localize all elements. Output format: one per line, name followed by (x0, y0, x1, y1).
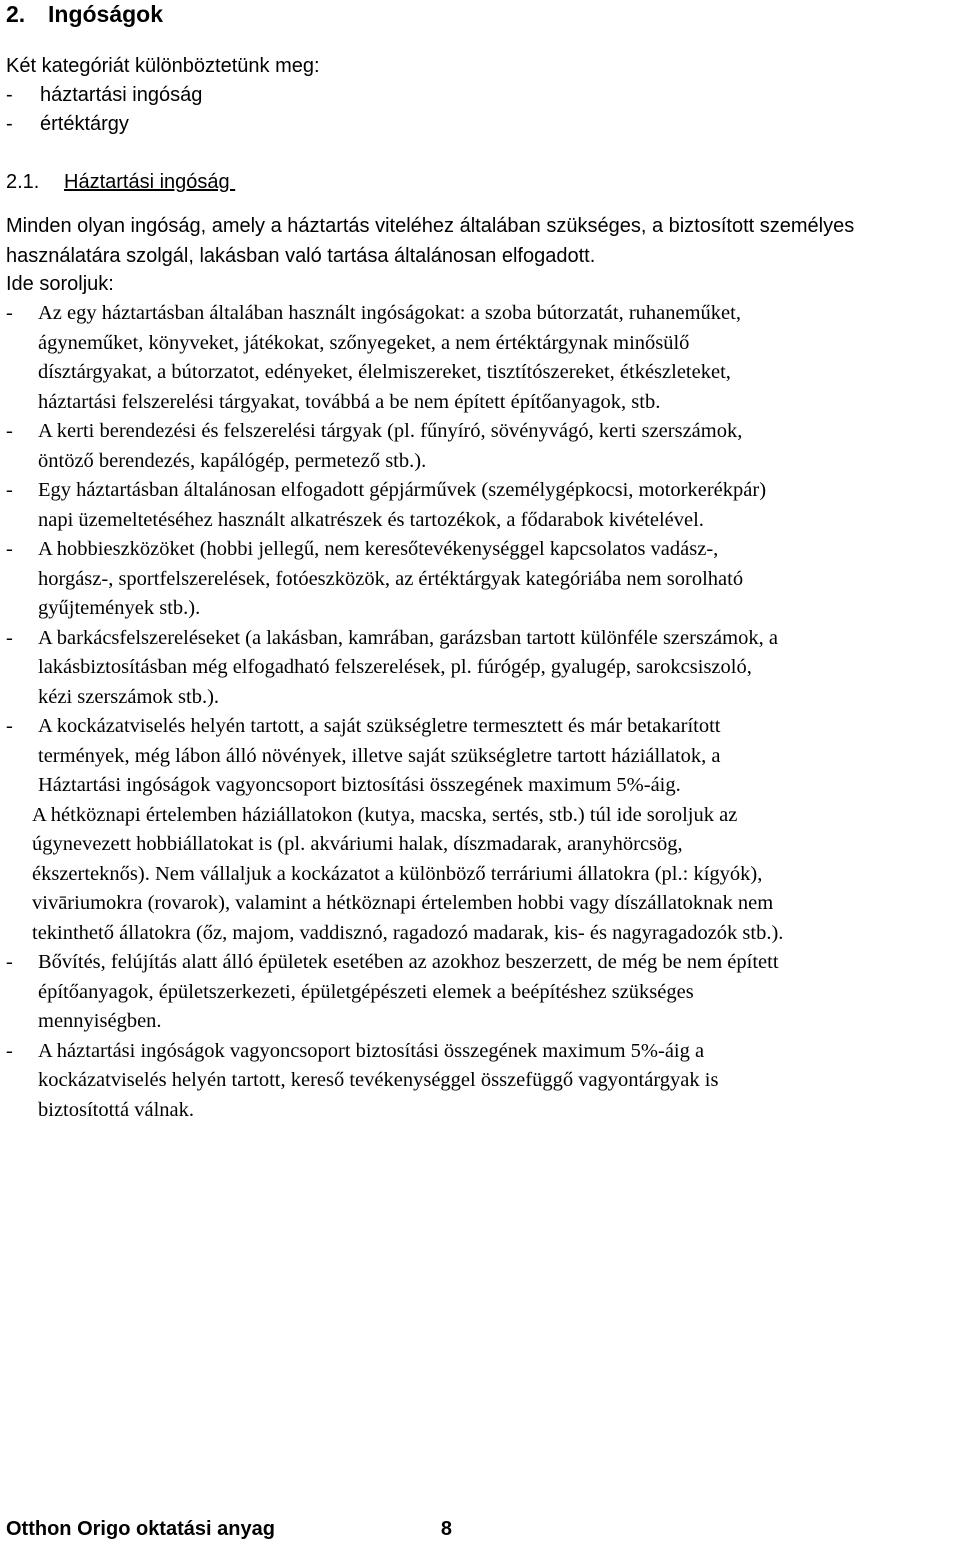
list-item-text (38, 624, 956, 713)
category-dash: - (6, 113, 13, 135)
list-item (6, 948, 956, 1037)
definition-line: használatára szolgál, lakásban való tartása általánosan elfogadott. (6, 245, 596, 267)
list-item-line: dísztárgyakat, a bútorzatot, edényeket, élelmiszereket, tisztítószereket, étkészleteket, (38, 361, 731, 383)
list-item-line: kézi szerszámok stb.). (38, 685, 220, 708)
category-label: értéktárgy (40, 113, 129, 135)
list-item-line: A háztartási ingóságok vagyoncsoport biztosítási összegének maximum 5%-áig a (38, 1039, 705, 1062)
section-heading-title: Ingóságok (48, 1, 164, 27)
categories-intro (6, 52, 320, 139)
list-item-line: Bővítés, felújítás alatt álló épületek esetében az azokhoz beszerzett, de még be nem épített (38, 951, 779, 973)
subsection-heading (6, 168, 235, 197)
list-item-line: termények, még lábon álló növények, illetve saját szükségletre tartott háziállatok, a (38, 744, 721, 767)
list-item-text (38, 535, 956, 624)
section-heading (6, 0, 163, 29)
list-bullet: - (6, 302, 13, 324)
list-item-line: Egy háztartásban általánosan elfogadott gépjárművek (személygépkocsi, motorkerékpár) (38, 479, 767, 501)
page-number: 8 (440, 1518, 453, 1540)
list-item (6, 624, 956, 713)
subsection-number: 2.1. (6, 171, 40, 193)
list-item-line: napi üzemeltetéséhez használt alkatrészek és tartozékok, a fődarabok kivételével. (38, 508, 704, 531)
list-item-line: A kockázatviselés helyén tartott, a saját szükségletre termesztett és már betakarított (38, 715, 721, 737)
list-item-line: lakásbiztosításban még elfogadható felszerelések, pl. fúrógép, gyalugép, sarokcsiszoló, (38, 656, 752, 678)
list-item-text (38, 476, 956, 535)
list-bullet: - (6, 1039, 13, 1062)
category-item (6, 110, 320, 139)
definition-line: Minden olyan ingóság, amely a háztartás viteléhez általában szükséges, a biztosított személyes (6, 215, 855, 237)
list-item-text (38, 299, 956, 417)
list-item-line: kockázatviselés helyén tartott, kereső tevékenységgel összefüggő vagyontárgyak is (38, 1069, 719, 1091)
list-bullet: - (6, 538, 13, 560)
list-item-note-line: úgynevezett hobbiállatokat is (pl. akváriumi halak, díszmadarak, aranyhörcsög, (32, 833, 683, 855)
definition-paragraph (6, 211, 958, 271)
category-dash: - (6, 84, 13, 106)
list-item (6, 535, 956, 624)
list-item-note-line: A hétköznapi értelemben háziállatokon (kutya, macska, sertés, stb.) túl ide soroljuk az (32, 803, 738, 826)
list-item-line: mennyiségben. (38, 1010, 162, 1032)
list-item-line: biztosítottá válnak. (38, 1098, 194, 1121)
list-bullet: - (6, 479, 13, 501)
list-item-note-line: ékszerteknős). Nem vállaljuk a kockázatot a különböző terráriumi állatokra (pl.: kígyók), (32, 862, 763, 885)
list-item-line: A barkácsfelszereléseket (a lakásban, kamrában, garázsban tartott különféle szerszámok, a (38, 626, 778, 649)
list-item-line: Az egy háztartásban általában használt ingóságokat: a szoba bútorzatát, ruhaneműket, (38, 302, 741, 324)
list-item (6, 417, 956, 476)
list-item-line: A hobbieszközöket (hobbi jellegű, nem keresőtevékenységgel kapcsolatos vadász-, (38, 538, 719, 560)
list-item-line: gyűjtemények stb.). (38, 597, 201, 619)
footer-title: Otthon Origo oktatási anyag (6, 1518, 275, 1540)
list-item-note-line: tekinthető állatokra (őz, majom, vaddisznó, ragadozó madarak, kis- és nagyragadozók stb.). (32, 921, 784, 944)
list-item-note-line: vivāriumokra (rovarok), valamint a hétköznapi értelemben hobbi vagy díszállatoknak nem (32, 892, 774, 914)
list-bullet: - (6, 715, 13, 737)
subsection-title: Háztartási ingóság (64, 171, 236, 193)
list-item-line: öntöző berendezés, kapálógép, permetező stb.). (38, 449, 427, 472)
list-bullet: - (6, 626, 13, 649)
list-bullet: - (6, 420, 13, 442)
list-item-line: építőanyagok, épületszerkezeti, épületgépészeti elemek a beépítéshez szükséges (38, 980, 694, 1003)
list-item-line: ágyneműket, könyveket, játékokat, szőnyegeket, a nem értéktárgynak minősülő (38, 331, 690, 354)
list-item-line: Háztartási ingóságok vagyoncsoport biztosítási összegének maximum 5%-áig. (38, 774, 681, 796)
list-item (6, 712, 956, 948)
list-item-text (38, 1037, 956, 1126)
list-item-line: A kerti berendezési és felszerelési tárgyak (pl. fűnyíró, sövényvágó, kerti szerszámok, (38, 420, 743, 442)
list-item (6, 476, 956, 535)
list-item-note (32, 801, 956, 949)
list-item-text (38, 417, 956, 476)
list-item-text (38, 948, 956, 1037)
category-item (6, 81, 320, 110)
page-footer (6, 1516, 452, 1542)
section-heading-number: 2. (6, 1, 26, 27)
list-bullet: - (6, 951, 13, 973)
included-items-list (6, 299, 956, 1125)
list-item-text (38, 712, 956, 801)
list-item (6, 1037, 956, 1126)
list-item-line: háztartási felszerelési tárgyakat, továbbá a be nem épített építőanyagok, stb. (38, 390, 661, 413)
categories-lead: Két kategóriát különböztetünk meg: (6, 55, 320, 77)
list-intro: Ide soroljuk: (6, 273, 114, 295)
category-label: háztartási ingóság (40, 84, 203, 106)
list-item (6, 299, 956, 417)
list-item-line: horgász-, sportfelszerelések, fotóeszközök, az értéktárgyak kategóriába nem sorolható (38, 567, 744, 590)
